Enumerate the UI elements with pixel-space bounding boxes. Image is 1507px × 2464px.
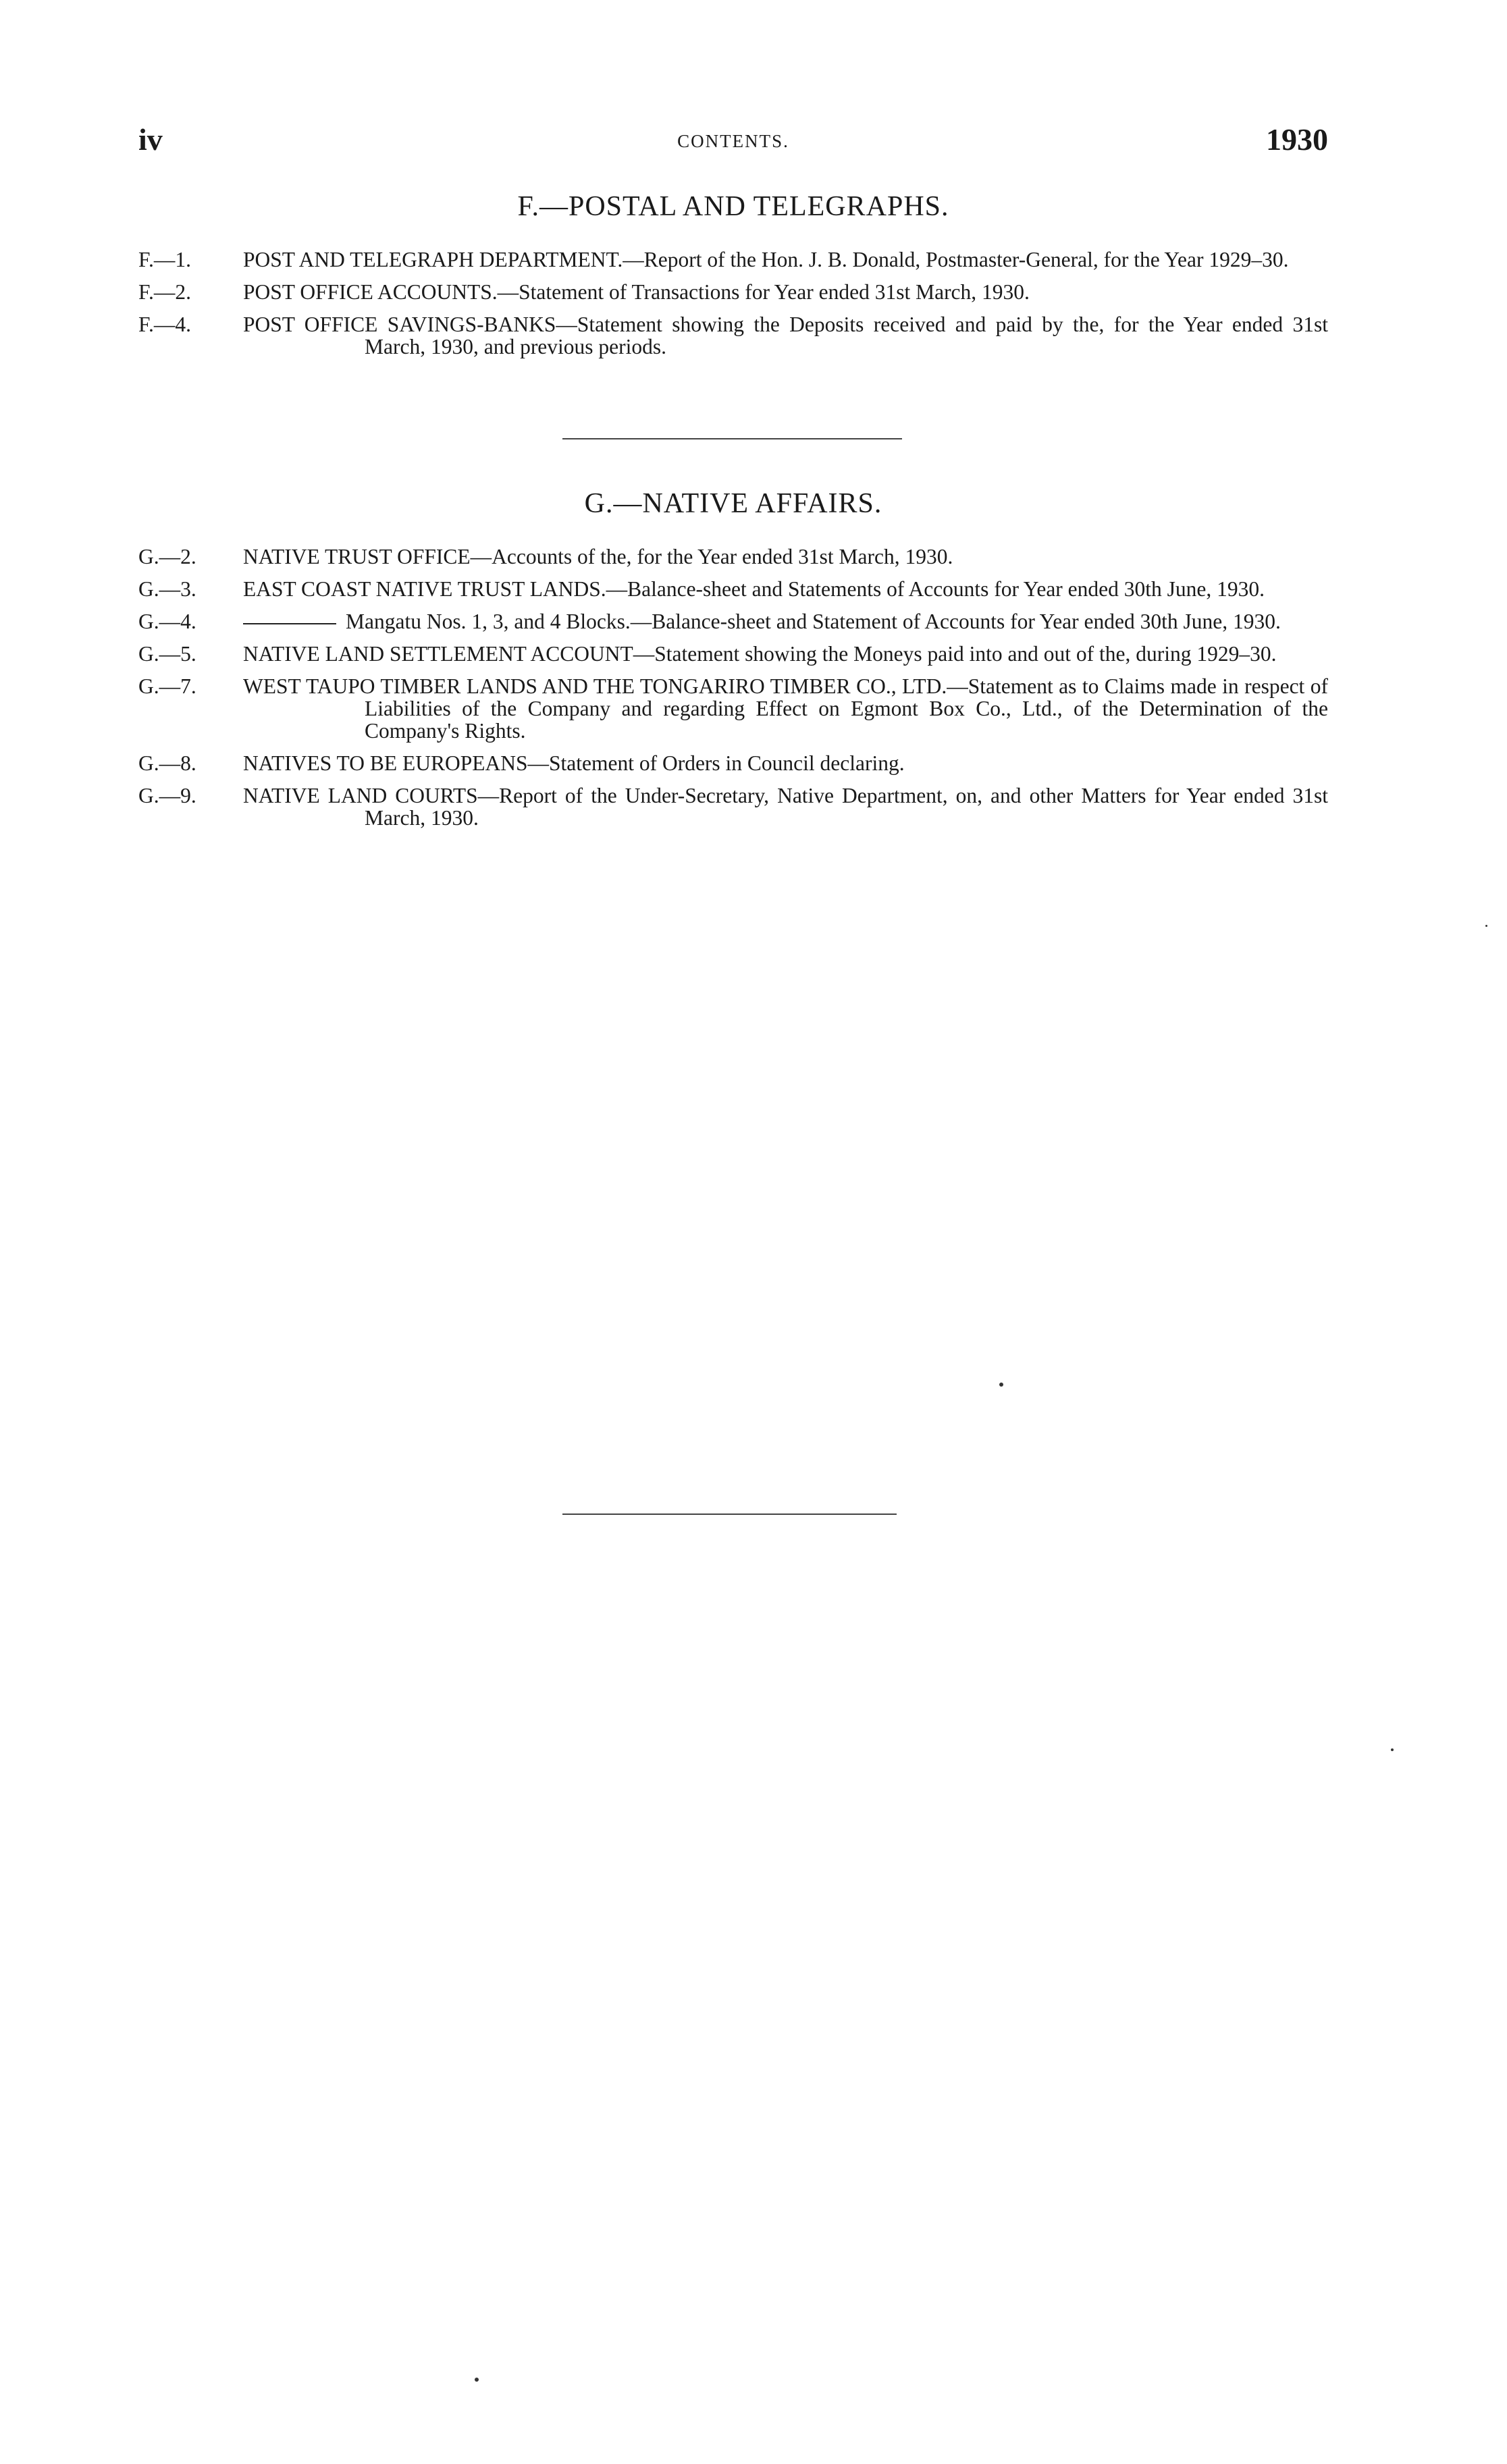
entry-code: F.—2.: [138, 280, 191, 304]
scan-speck: [1391, 1748, 1394, 1751]
entry-code: G.—8.: [138, 751, 196, 775]
entry-code: G.—2.: [138, 545, 196, 568]
contents-entry: [138, 784, 1328, 829]
section-postal-and-telegraphs: [138, 186, 1328, 368]
section-divider: [562, 438, 902, 439]
section-title: F.—POSTAL AND TELEGRAPHS.: [517, 191, 949, 222]
end-divider: [562, 1514, 897, 1515]
page-number: iv: [138, 122, 163, 157]
contents-entry: [138, 313, 1328, 358]
ditto-dash: [243, 623, 336, 624]
scan-speck: [475, 2378, 479, 2382]
entry-text: NATIVE TRUST OFFICE—Accounts of the, for the Year ended 31st March, 1930.: [243, 545, 953, 568]
entry-text: Mangatu Nos. 1, 3, and 4 Blocks.—Balance-sheet and Statement of Accounts for Year ended 30th June, 1930.: [346, 610, 1281, 633]
entry-text: NATIVE LAND COURTS—Report of the Under-Secretary, Native Department, on, and other Matters for Year ended 31st March, 1930.: [243, 784, 1328, 830]
contents-entry: [138, 545, 1328, 568]
entry-text: POST OFFICE ACCOUNTS.—Statement of Transactions for Year ended 31st March, 1930.: [243, 280, 1030, 304]
contents-entry: [138, 248, 1328, 271]
page-header: [138, 122, 1328, 169]
section-native-affairs: [138, 483, 1328, 839]
entry-code: G.—3.: [138, 577, 196, 601]
entry-code: G.—9.: [138, 784, 196, 807]
entry-code: G.—4.: [138, 610, 196, 633]
contents-entry: [138, 643, 1328, 665]
entry-text-continuation: [243, 610, 1328, 633]
scan-speck: [999, 1383, 1003, 1387]
contents-entry: [138, 578, 1328, 600]
entry-text: WEST TAUPO TIMBER LANDS AND THE TONGARIRO TIMBER CO., LTD.—Statement as to Claims made in respect of Liabilities of the Company and regarding Effect on Egmont Box Co., Ltd., of the Determination of the Company's Rights.: [243, 674, 1328, 743]
entry-code: G.—5.: [138, 642, 196, 666]
running-title: CONTENTS.: [677, 131, 789, 151]
entry-text: POST AND TELEGRAPH DEPARTMENT.—Report of the Hon. J. B. Donald, Postmaster-General, for the Year 1929–30.: [243, 248, 1289, 271]
contents-entry: [138, 675, 1328, 742]
scan-speck: [1485, 925, 1487, 927]
contents-entry: [138, 610, 1328, 633]
entry-code: G.—7.: [138, 674, 196, 698]
entry-code: F.—1.: [138, 248, 191, 271]
section-title: G.—NATIVE AFFAIRS.: [584, 488, 882, 519]
entry-text: NATIVES TO BE EUROPEANS—Statement of Orders in Council declaring.: [243, 751, 905, 775]
entry-text: NATIVE LAND SETTLEMENT ACCOUNT—Statement showing the Moneys paid into and out of the, during 1929–30.: [243, 642, 1277, 666]
contents-entry: [138, 752, 1328, 774]
contents-entry: [138, 281, 1328, 303]
entry-code: F.—4.: [138, 313, 191, 336]
entry-text: EAST COAST NATIVE TRUST LANDS.—Balance-sheet and Statements of Accounts for Year ended 30th June, 1930.: [243, 577, 1265, 601]
entry-text: POST OFFICE SAVINGS-BANKS—Statement showing the Deposits received and paid by the, for the Year ended 31st March, 1930, and previous periods.: [243, 313, 1328, 358]
year: 1930: [1266, 122, 1328, 157]
